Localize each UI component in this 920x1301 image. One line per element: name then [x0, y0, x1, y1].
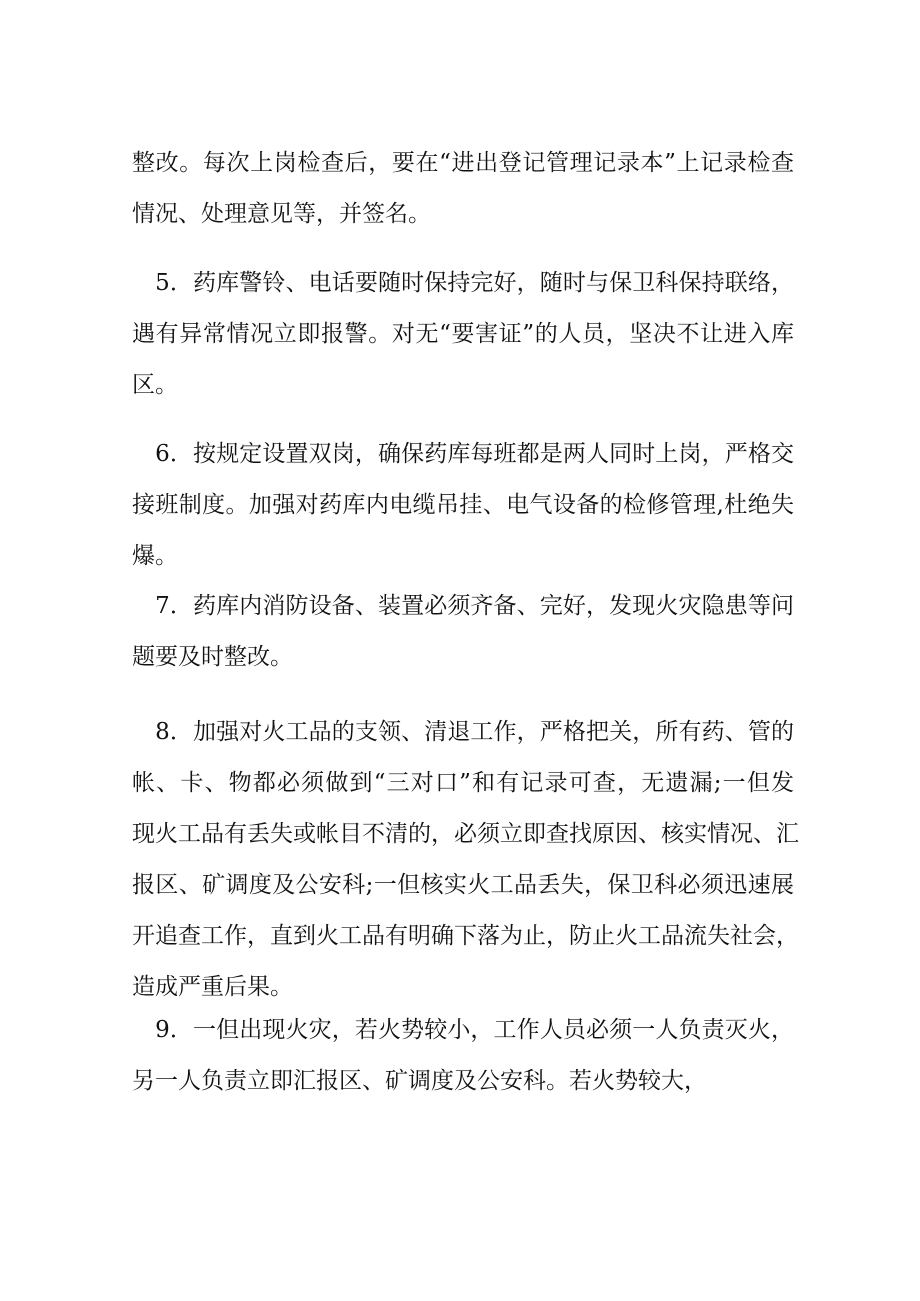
- text-line: 7．药库内消防设备、装置必须齐备、完好，发现火灾隐患等问: [132, 593, 794, 619]
- text-line: 5．药库警铃、电话要随时保持完好，随时与保卫科保持联络，: [132, 270, 794, 296]
- text-line: 接班制度。加强对药库内电缆吊挂、电气设备的检修管理,杜绝失: [132, 492, 794, 518]
- text-line: 题要及时整改。: [132, 644, 293, 670]
- text-line: 造成严重后果。: [132, 974, 293, 1000]
- text-line: 整改。每次上岗检查后，要在“进出登记管理记录本”上记录检查: [132, 150, 794, 176]
- text-line: 区。: [132, 372, 178, 398]
- text-line: 帐、卡、物都必须做到“三对口”和有记录可查，无遗漏;一但发: [132, 770, 794, 796]
- paragraph-continuation: [132, 138, 794, 240]
- text-line: 开追查工作，直到火工品有明确下落为止，防止火工品流失社会，: [132, 923, 799, 949]
- paragraph-item-8: [132, 707, 799, 1013]
- text-line: 9．一但出现火灾，若火势较小，工作人员必须一人负责灭火，: [132, 1017, 794, 1043]
- text-line: 另一人负责立即汇报区、矿调度及公安科。若火势较大，: [132, 1068, 707, 1094]
- text-line: 现火工品有丢失或帐目不清的，必须立即查找原因、核实情况、汇: [132, 821, 799, 847]
- paragraph-item-6: [132, 429, 794, 582]
- paragraph-item-9: [132, 1005, 794, 1107]
- paragraph-item-7: [132, 581, 794, 683]
- text-line: 情况、处理意见等，并签名。: [132, 201, 431, 227]
- text-line: 遇有异常情况立即报警。对无“要害证”的人员，坚决不让进入库: [132, 321, 794, 347]
- paragraph-item-5: [132, 258, 794, 411]
- text-line: 报区、矿调度及公安科;一但核实火工品丢失，保卫科必须迅速展: [132, 872, 794, 898]
- text-line: 6．按规定设置双岗，确保药库每班都是两人同时上岗，严格交: [132, 441, 794, 467]
- text-line: 8．加强对火工品的支领、清退工作，严格把关，所有药、管的: [132, 719, 794, 745]
- text-line: 爆。: [132, 543, 178, 569]
